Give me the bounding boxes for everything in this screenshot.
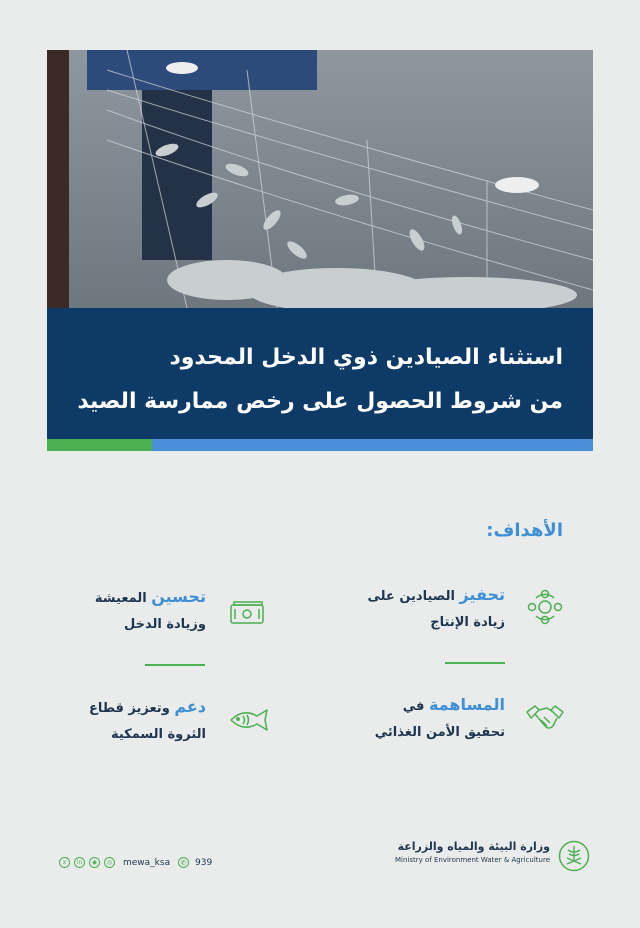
ministry-emblem-icon bbox=[558, 840, 590, 872]
goal-highlight: المساهمة bbox=[428, 695, 505, 714]
goal-highlight: تحفيز bbox=[459, 585, 505, 604]
ministry-name-ar: وزارة البيئة والمياه والزراعة bbox=[397, 840, 550, 853]
hero-photo bbox=[47, 50, 593, 308]
money-icon bbox=[229, 598, 265, 626]
stripe-blue bbox=[152, 439, 593, 451]
ministry-logo bbox=[395, 840, 550, 864]
fish-icon bbox=[227, 708, 271, 732]
goal-improve-living bbox=[95, 584, 206, 638]
divider bbox=[445, 662, 505, 664]
goal-highlight: دعم bbox=[174, 697, 206, 716]
phone-icon: ✆ bbox=[178, 857, 189, 868]
stripe-green bbox=[47, 439, 152, 451]
goal-text-1: المعيشة bbox=[94, 591, 152, 606]
color-stripe bbox=[47, 439, 593, 451]
goal-highlight: تحسين bbox=[151, 587, 206, 606]
linkedin-icon[interactable]: in bbox=[74, 857, 85, 868]
goal-incentivize bbox=[367, 582, 505, 636]
goal-text-2: زيادة الإنتاج bbox=[430, 615, 505, 630]
goals-heading: الأهداف: bbox=[486, 520, 563, 541]
goal-text-1: الصيادين على bbox=[367, 589, 460, 604]
x-icon[interactable]: x bbox=[59, 857, 70, 868]
divider bbox=[145, 664, 205, 666]
instagram-icon[interactable]: ◎ bbox=[104, 857, 115, 868]
people-network-icon bbox=[526, 588, 564, 626]
ministry-name-en: Ministry of Environment Water & Agriculture bbox=[395, 856, 550, 864]
goal-support-fisheries bbox=[89, 694, 206, 748]
social-links bbox=[59, 857, 170, 868]
title-banner bbox=[47, 308, 593, 439]
goal-text-1: وتعزيز قطاع bbox=[88, 701, 175, 716]
phone-number: 939 bbox=[195, 857, 213, 868]
goal-text-1: في bbox=[402, 699, 429, 714]
goal-text-2: الثروة السمكية bbox=[110, 727, 206, 742]
snapchat-icon[interactable]: ◆ bbox=[89, 857, 100, 868]
title-line-2: من شروط الحصول على رخص ممارسة الصيد bbox=[77, 389, 563, 414]
social-handle[interactable]: mewa_ksa bbox=[123, 857, 171, 868]
goal-food-security bbox=[375, 692, 505, 746]
title-line-1: استثناء الصيادين ذوي الدخل المحدود bbox=[169, 345, 563, 370]
goal-text-2: تحقيق الأمن الغذائي bbox=[374, 725, 505, 740]
phone-contact[interactable] bbox=[178, 857, 212, 868]
goal-text-2: وزيادة الدخل bbox=[123, 617, 206, 632]
handshake-icon bbox=[525, 702, 565, 738]
